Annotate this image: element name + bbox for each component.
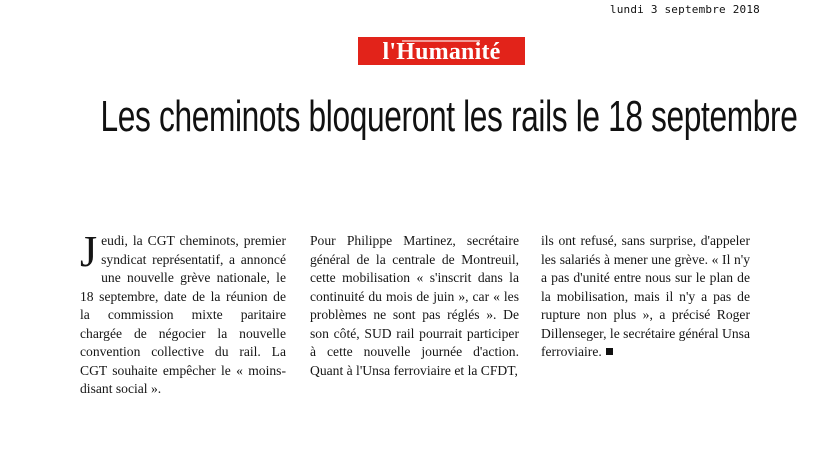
publication-logo: [358, 37, 525, 65]
article-column-2-text: Pour Philippe Martinez, secrétaire général de la centrale de Montreuil, cette mobilisation « s'inscrit dans la continuité du mois de juin », car « les problèmes ne sont pas réglés ». De son côté, SUD rail pourrait participer à cette nouvelle journée d'action. Quant à l'Unsa ferroviaire et la CFDT,: [310, 233, 519, 378]
end-of-article-mark: [606, 348, 613, 355]
article-column-3: [541, 232, 750, 362]
article-column-1: [80, 227, 286, 399]
publication-date: lundi 3 septembre 2018: [609, 3, 760, 16]
drop-cap: J: [80, 227, 98, 276]
article-headline-text: Les cheminots bloqueront les rails le 18 septembre: [100, 92, 798, 141]
article-column-2: [310, 232, 519, 380]
article-headline: [0, 94, 826, 140]
article-column-1-text: eudi, la CGT cheminots, premier syndicat représentatif, a annoncé une nouvelle grève nationale, le 18 septembre, date de la réunion de la commission mixte paritaire chargée de négocier la nouvelle convention collective du rail. La CGT souhaite empêcher le « moins-disant social ».: [80, 233, 286, 396]
article-column-3-text: ils ont refusé, sans surprise, d'appeler les salariés à mener une grève. « Il n'y a pas d'unité entre nous sur le plan de la mobilisation, mais il n'y a pas de rupture non plus », a précisé Roger Dillenseger, le secrétaire général Unsa ferroviaire.: [541, 233, 750, 359]
publication-logo-text: l'Humanité: [382, 39, 501, 65]
